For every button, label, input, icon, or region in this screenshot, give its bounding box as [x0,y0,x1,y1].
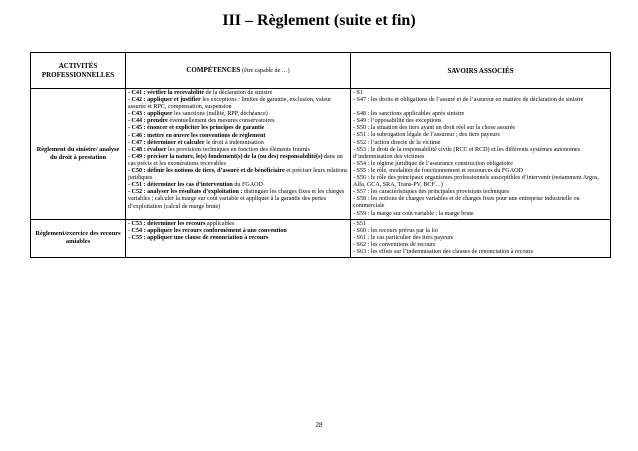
competence-item [128,133,348,140]
table-header-row [31,53,611,89]
savoir-item: - S59 : la marge sur coût variable ; la marge brute [353,210,474,217]
competence-text: les provisions techniques en fonction des éléments fournis [166,146,310,153]
competence-code: - C54 : appliquer les recours conformément à une convention [128,227,287,234]
header-activities: ACTIVITÉS PROFESSIONNELLES [31,53,126,89]
competence-item [128,118,348,125]
savoir-item: - S48 : les sanctions applicables après sinistre [353,111,465,118]
savoir-item: - S60 : les recours prévus par la loi [353,227,438,234]
savoirs-cell [351,89,611,220]
savoir-item: - S1 [353,90,363,96]
savoir-item: - S52 : l’action directe de la victime [353,139,441,146]
savoir-item: - S55 : le rôle, modalités de fonctionnement et ressources du FGAOD [353,167,523,174]
table-row [31,89,611,220]
competence-item [128,97,348,111]
competence-item [128,90,348,97]
savoir-item: - S50 : la situation des tiers ayant un droit réel sur la chose assurée [353,125,516,132]
savoir-item: - S54 : le régime juridique de l’assurance construction obligatoire [353,160,513,167]
competence-code: - C49 : préciser la nature, le(s) fondement(s) de la (ou des) responsabilité(s) [128,153,323,160]
page-title: III – Règlement (suite et fin) [222,12,416,29]
savoir-item: - S57 : les caractéristiques des principales provisions techniques [353,189,510,196]
savoir-item: - S58 : les notions de charges variables et de charges fixes pour une entreprise industrielle ou commerciale [353,196,580,210]
savoir-item: - S47 : les droits et obligations de l’assuré et de l’assureur en matière de déclaration de sinistre [353,97,584,104]
page-number: 28 [315,421,323,429]
competence-code: - C43 : appliquer [128,111,173,118]
competences-cell [126,219,351,257]
competence-item [128,168,348,182]
savoir-item: - S61 : le cas particulier des tiers payeurs [353,234,454,241]
competence-text: distinguer les charges fixes et les charges variables ; calculer la marge sur coût variable et appliquer à la garantie des pertes d’exploitation (calcul de marge brute) [128,189,345,210]
competence-text: éventuellement des mesures conservatoires [167,118,275,125]
competence-item [128,125,348,132]
competence-text: de la déclaration de sinistre [204,90,273,96]
competence-code: - C50 : définir les notions de tiers, d’assuré et de bénéficiaire [128,168,285,175]
competence-code: - C47 : déterminer et calculer [128,139,205,146]
competence-item [128,154,348,168]
header-competences-label: COMPÉTENCES [186,66,241,74]
competence-code: - C51 : déterminer les cas d’intervention [128,182,233,189]
competence-code: - C55 : appliquer une clause de renonciation à recours [128,234,269,241]
competence-item [128,189,348,210]
competence-text: le droit à indemnisation [204,139,264,146]
table-body [31,89,611,258]
header-competences-sub: (être capable de …) [242,68,290,74]
activity-cell: Règlement du sinistre/ analyse du droit à prestation [31,89,126,220]
competence-item [128,235,348,242]
competence-code: - C46 : mettre en œuvre les conventions de règlement [128,132,266,139]
competence-code: - C42 : appliquer et justifier [128,97,201,104]
savoir-item: - S63 : les effets sur l’indemnisation des clauses de renonciation à recours [353,248,533,255]
savoir-item: - S62 : les conventions de recours [353,241,436,248]
competence-text: applicables [205,220,235,227]
savoir-item: - S49 : l’opposabilité des exceptions [353,118,442,125]
competences-cell [126,89,351,220]
competence-table [30,52,611,258]
competence-item [128,228,348,235]
competence-text: les sanctions (nullité, RPP, déchéance) [172,111,268,118]
savoir-item [353,104,608,111]
competence-code: - C48 : évaluer [128,146,167,153]
competence-item [128,221,348,228]
savoir-item: - S53 : le droit de la responsabilité civile (RCC et RCD) et les différents systèmes autonomes d’indemnisation des victimes [353,146,581,160]
competence-code: - C41 : vérifier la recevabilité [128,90,205,96]
competence-item [128,140,348,147]
competence-text: dans un cas précis et les exonérations recevables [128,153,343,167]
savoir-item: - S51 [353,220,367,227]
savoir-item: - S51 : la subrogation légale de l’assureur ; des tiers payeurs [353,132,500,139]
competence-item [128,147,348,154]
competence-text: du FGAOD [232,182,263,189]
savoirs-cell [351,219,611,257]
table-row [31,219,611,257]
competence-code: - C45 : énoncer et expliciter les principes de garantie [128,125,265,132]
header-savoirs: SAVOIRS ASSOCIÉS [351,53,611,89]
competence-text: les exceptions : limites de garantie, exclusion, valeur assurée et RPC, compensation, suspension [128,97,332,111]
competence-text: et préciser leurs relations juridiques [128,168,348,182]
header-competences [126,53,351,89]
activity-cell: Règlement/exercice des recours amiables [31,219,126,257]
competence-code: - C52 : analyser les résultats d’exploitation : [128,189,243,196]
savoir-item: - S56 : le rôle des principaux organismes professionnels susceptibles d’intervenir (notamment Argos, Alfa, GCA, SRA, Trans-PV, BCF…) [353,175,600,189]
competence-code: - C53 : déterminer les recours [128,220,206,227]
competence-item [128,111,348,118]
competence-code: - C44 : prendre [128,118,168,125]
